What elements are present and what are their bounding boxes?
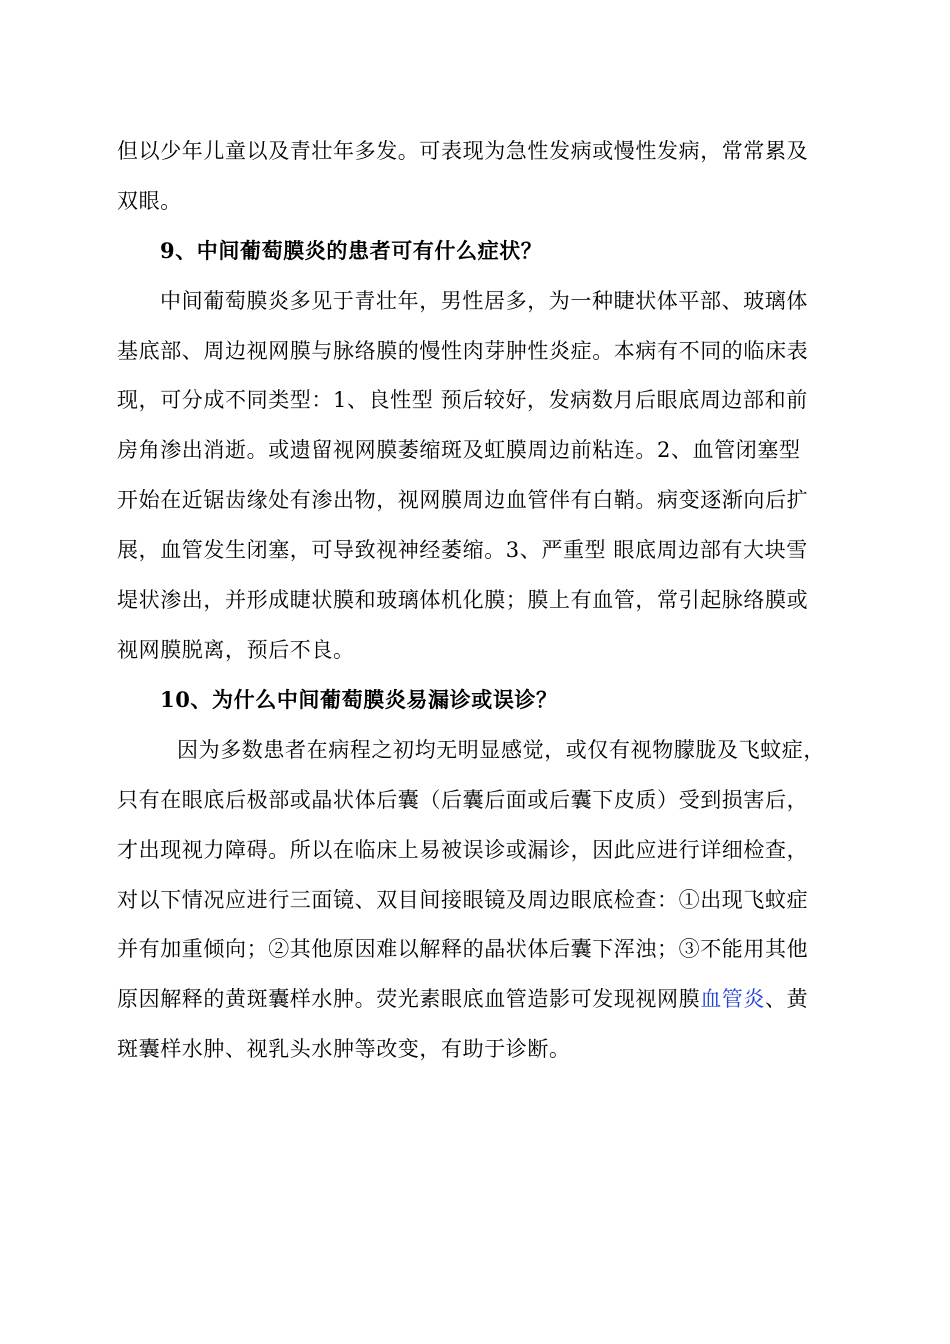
paragraph-line: 斑囊样水肿、视乳头水肿等改变，有助于诊断。 (117, 1037, 571, 1061)
paragraph-line: 房角渗出消逝。或遗留视网膜萎缩斑及虹膜周边前粘连。2、血管闭塞型 (117, 438, 801, 462)
paragraph-line-with-link (117, 985, 808, 1013)
paragraph-line: 才出现视力障碍。所以在临床上易被误诊或漏诊，因此应进行详细检查， (117, 838, 809, 862)
paragraph-line: 展，血管发生闭塞，可导致视神经萎缩。3、严重型 眼底周边部有大块雪 (117, 538, 808, 562)
line-text-before-link: 原因解释的黄斑囊样水肿。荧光素眼底血管造影可发现视网膜 (117, 987, 701, 1011)
line-text-after-link: 、黄 (765, 987, 809, 1011)
paragraph-line: 堤状渗出，并形成睫状膜和玻璃体机化膜；膜上有血管，常引起脉络膜或 (117, 588, 809, 612)
paragraph-line: 只有在眼底后极部或晶状体后囊（后囊后面或后囊下皮质）受到损害后， (117, 788, 809, 812)
section-heading-q10: 10、为什么中间葡萄膜炎易漏诊或误诊？ (160, 687, 558, 712)
paragraph-line: 并有加重倾向；②其他原因难以解释的晶状体后囊下浑浊；③不能用其他 (117, 937, 809, 961)
paragraph-line: 双眼。 (117, 189, 182, 213)
paragraph-line: 现，可分成不同类型：1、良性型 预后较好，发病数月后眼底周边部和前 (117, 388, 808, 412)
section-heading-q9: 9、中间葡萄膜炎的患者可有什么症状？ (160, 238, 543, 263)
paragraph-line: 基底部、周边视网膜与脉络膜的慢性肉芽肿性炎症。本病有不同的临床表 (117, 339, 809, 363)
paragraph-line: 中间葡萄膜炎多见于青壮年，男性居多，为一种睫状体平部、玻璃体 (160, 289, 808, 313)
paragraph-line: 但以少年儿童以及青壮年多发。可表现为急性发病或慢性发病，常常累及 (117, 139, 809, 163)
paragraph-line: 开始在近锯齿缘处有渗出物，视网膜周边血管伴有白鞘。病变逐渐向后扩 (117, 488, 809, 512)
vasculitis-link[interactable]: 血管炎 (700, 987, 766, 1011)
paragraph-line: 因为多数患者在病程之初均无明显感觉，或仅有视物朦胧及飞蚊症， (177, 738, 825, 762)
paragraph-line: 视网膜脱离，预后不良。 (117, 638, 355, 662)
paragraph-line: 对以下情况应进行三面镜、双目间接眼镜及周边眼底检查：①出现飞蚊症 (117, 888, 809, 912)
